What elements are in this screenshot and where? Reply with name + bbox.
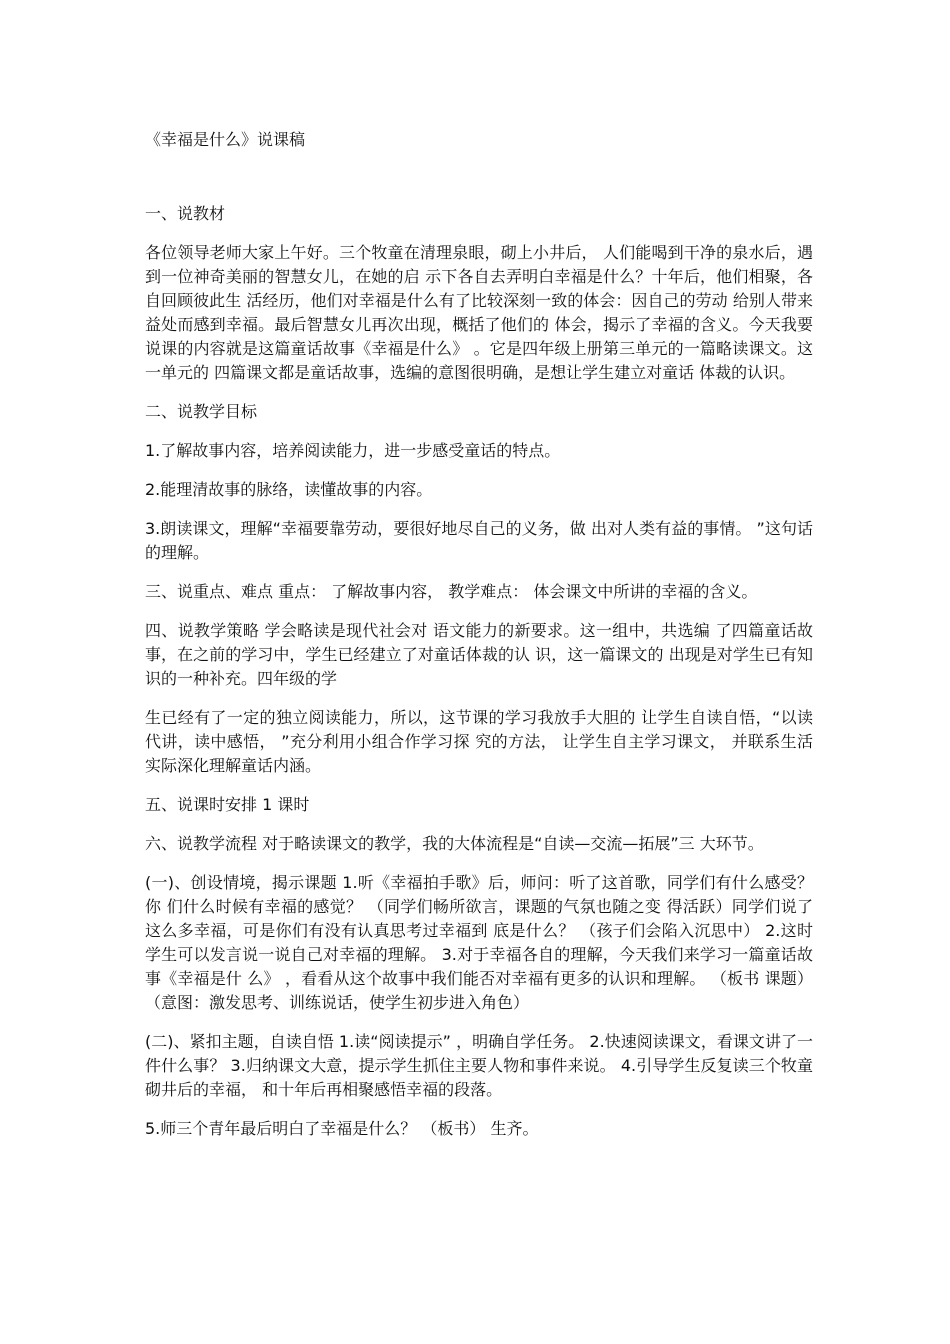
section-process: 六、说教学流程 对于略读课文的教学，我的大体流程是“自读—交流—拓展”三 大环节。 (145, 834, 764, 853)
process-step-5: 5.师三个青年最后明白了幸福是什么？ （板书） 生齐。 (145, 1119, 539, 1138)
goal-item-1: 1.了解故事内容，培养阅读能力，进一步感受童话的特点。 (145, 441, 561, 460)
goal-item-2: 2.能理清故事的脉络，读懂故事的内容。 (145, 480, 433, 499)
section-key-points: 三、说重点、难点 重点： 了解故事内容， 教学难点： 体会课文中所讲的幸福的含义。 (145, 582, 758, 601)
process-step-2: (二)、紧扣主题，自读自悟 1.读“阅读提示” ，明确自学任务。 2.快速阅读课文，看课文讲了一件什么事？ 3.归纳课文大意，提示学生抓住主要人物和事件来说。 4.引导学生反复读三个牧童砌井后的幸福， 和十年后再相聚感悟幸福的段落。 (145, 1032, 813, 1099)
section-schedule: 五、说课时安排 1 课时 (145, 795, 310, 814)
document-body (145, 202, 813, 1156)
section-strategy: 四、说教学策略 学会略读是现代社会对 语文能力的新要求。这一组中，共选编 了四篇童话故事，在之前的学习中，学生已经建立了对童话体裁的认 识，这一篇课文的 出现是对学生已有知识的一种补充。四年级的学 (145, 621, 813, 688)
section-heading-textbook: 一、说教材 (145, 204, 226, 223)
paragraph-strategy-continued: 生已经有了一定的独立阅读能力，所以，这节课的学习我放手大胆的 让学生自读自悟，“以读代讲，读中感悟， ”充分利用小组合作学习探 究的方法， 让学生自主学习课文， 并联系生活实际深化理解童话内涵。 (145, 708, 813, 775)
document-title: 《幸福是什么》说课稿 (145, 130, 306, 149)
process-step-1: (一)、创设情境，揭示课题 1.听《幸福拍手歌》后，师问：听了这首歌，同学们有什么感受？你 们什么时候有幸福的感觉？ （同学们畅所欲言，课题的气氛也随之变 得活跃）同学们说了这么多幸福，可是你们有没有认真思考过幸福到 底是什么？ （孩子们会陷入沉思中） 2.这时学生可以发言说一说自己对幸福的理解。 3.对于幸福各自的理解，今天我们来学习一篇童话故事《幸福是什 么》 ，看看从这个故事中我们能否对幸福有更多的认识和理解。 （板书 课题） （意图：激发思考、训练说话，使学生初步进入角色） (145, 873, 813, 1012)
section-heading-goals: 二、说教学目标 (145, 402, 258, 421)
goal-item-3: 3.朗读课文，理解“幸福要靠劳动，要很好地尽自己的义务，做 出对人类有益的事情。 ”这句话的理解。 (145, 519, 813, 562)
paragraph-textbook-intro: 各位领导老师大家上午好。三个牧童在清理泉眼，砌上小井后， 人们能喝到干净的泉水后，遇到一位神奇美丽的智慧女儿，在她的启 示下各自去弄明白幸福是什么？十年后，他们相聚，各自回顾彼此生 活经历，他们对幸福是什么有了比较深刻一致的体会：因自己的劳动 给别人带来益处而感到幸福。最后智慧女儿再次出现，概括了他们的 体会，揭示了幸福的含义。今天我要说课的内容就是这篇童话故事《幸福是什么》 。它是四年级上册第三单元的一篇略读课文。这一单元的 四篇课文都是童话故事，选编的意图很明确，是想让学生建立对童话 体裁的认识。 (145, 243, 813, 382)
